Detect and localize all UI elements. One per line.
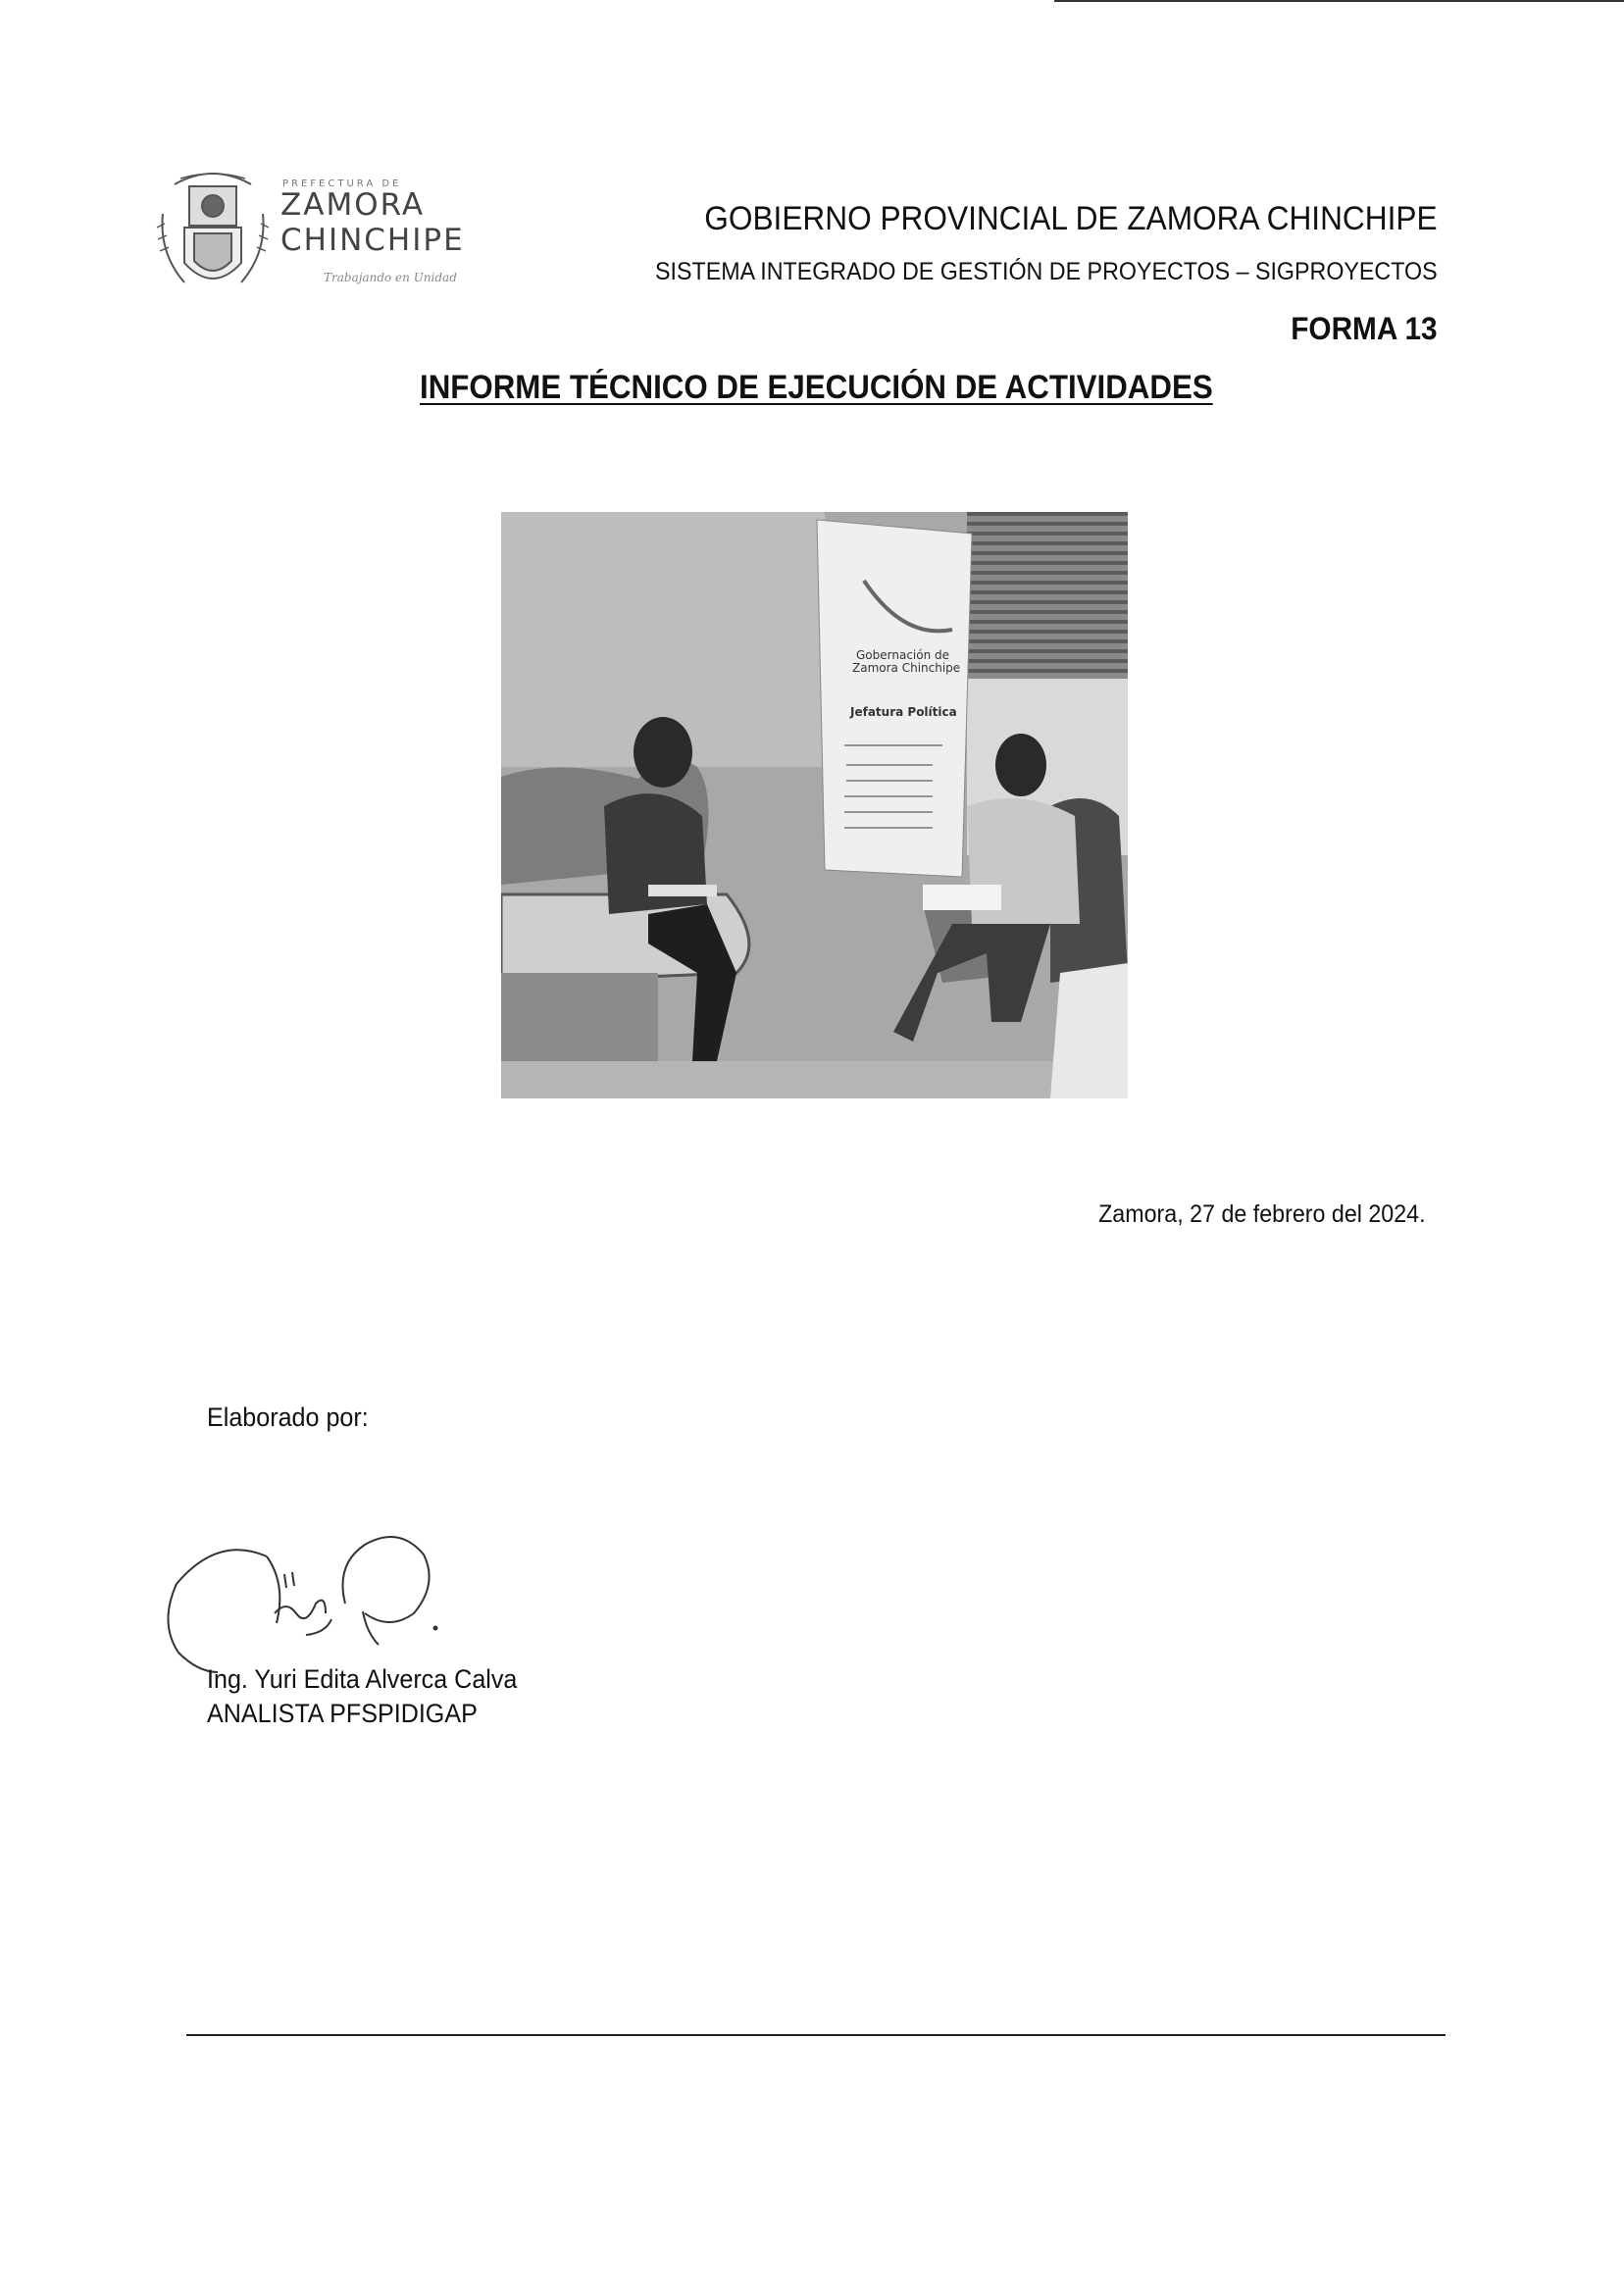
meeting-photo <box>501 512 1128 1098</box>
meeting-photo-illustration <box>501 512 1128 1098</box>
government-title: GOBIERNO PROVINCIAL DE ZAMORA CHINCHIPE <box>704 200 1438 237</box>
logo-tagline: Trabajando en Unidad <box>324 271 457 284</box>
prefecture-logo <box>155 165 465 312</box>
report-date: Zamora, 27 de febrero del 2024. <box>1098 1200 1426 1228</box>
footer-divider <box>186 2034 1446 2036</box>
prepared-by-label: Elaborado por: <box>207 1402 369 1432</box>
logo-name-line2: CHINCHIPE <box>280 223 465 258</box>
signer-name: Ing. Yuri Edita Alverca Calva <box>207 1664 518 1694</box>
signer-role: ANALISTA PFSPIDIGAP <box>207 1699 478 1728</box>
logo-small-text: PREFECTURA DE <box>282 178 402 189</box>
coat-of-arms-icon <box>155 165 271 302</box>
scan-top-rule <box>1054 0 1624 2</box>
logo-name-line1: ZAMORA <box>280 187 426 223</box>
report-title: INFORME TÉCNICO DE EJECUCIÓN DE ACTIVIDADES <box>420 369 1213 406</box>
banner-line3: Jefatura Política <box>850 705 957 719</box>
system-subtitle: SISTEMA INTEGRADO DE GESTIÓN DE PROYECTOS – SIGPROYECTOS <box>655 258 1438 285</box>
banner-line1: Gobernación de <box>856 648 950 662</box>
form-number: FORMA 13 <box>1291 311 1438 346</box>
banner-line2: Zamora Chinchipe <box>852 661 961 675</box>
